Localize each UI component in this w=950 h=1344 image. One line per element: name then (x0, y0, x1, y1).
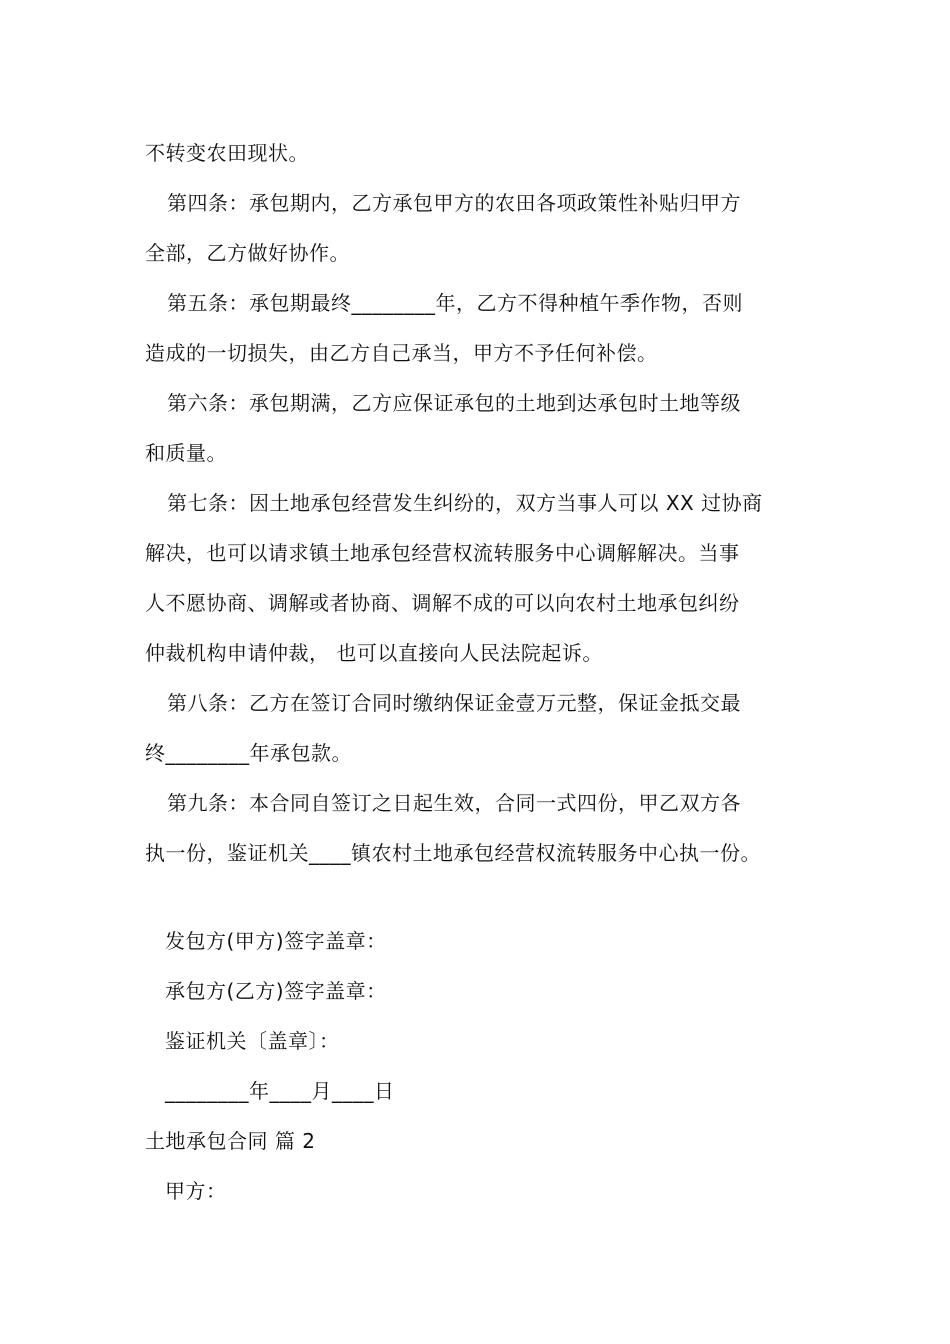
party-b-signature: 承包方(乙方)签字盖章： (165, 979, 387, 1003)
section-spacer (145, 878, 815, 916)
article-line: 和质量。 (145, 441, 227, 465)
article-line: 终________年承包款。 (145, 741, 352, 765)
article-line: 第八条：乙方在签订合同时缴纳保证金壹万元整，保证金抵交最 (167, 691, 741, 715)
party-a-label: 甲方： (165, 1179, 227, 1203)
article-line: 人不愿协商、调解或者协商、调解不成的可以向农村土地承包纠纷 (145, 591, 740, 615)
party-a-signature: 发包方(甲方)签字盖章： (165, 929, 387, 953)
article-line: 第五条：承包期最终________年，乙方不得种植午季作物，否则 (167, 291, 743, 315)
article-line: 第六条：承包期满，乙方应保证承包的土地到达承包时土地等级 (167, 391, 741, 415)
article-line: 执一份，鉴证机关____镇农村土地承包经营权流转服务中心执一份。 (145, 841, 761, 865)
document-body (145, 128, 815, 1216)
article-line: 造成的一切损失，由乙方自己承当，甲方不予任何补偿。 (145, 341, 658, 365)
article-line: 全部，乙方做好协作。 (145, 241, 350, 265)
notary-seal: 鉴证机关〔盖章〕： (165, 1029, 340, 1053)
article-line: 解决，也可以请求镇土地承包经营权流转服务中心调解解决。当事 (145, 541, 740, 565)
signature-date: ________年____月____日 (165, 1079, 395, 1103)
article-line: 仲裁机构申请仲裁， 也可以直接向人民法院起诉。 (145, 641, 603, 665)
section-title: 土地承包合同 篇 2 (145, 1129, 316, 1153)
article-line: 第四条：承包期内，乙方承包甲方的农田各项政策性补贴归甲方 (167, 191, 741, 215)
article-line: 不转变农田现状。 (145, 141, 309, 165)
article-line: 第九条：本合同自签订之日起生效，合同一式四份，甲乙双方各 (167, 791, 741, 815)
article-line: 第七条：因土地承包经营发生纠纷的，双方当事人可以 XX 过协商 (167, 491, 763, 515)
